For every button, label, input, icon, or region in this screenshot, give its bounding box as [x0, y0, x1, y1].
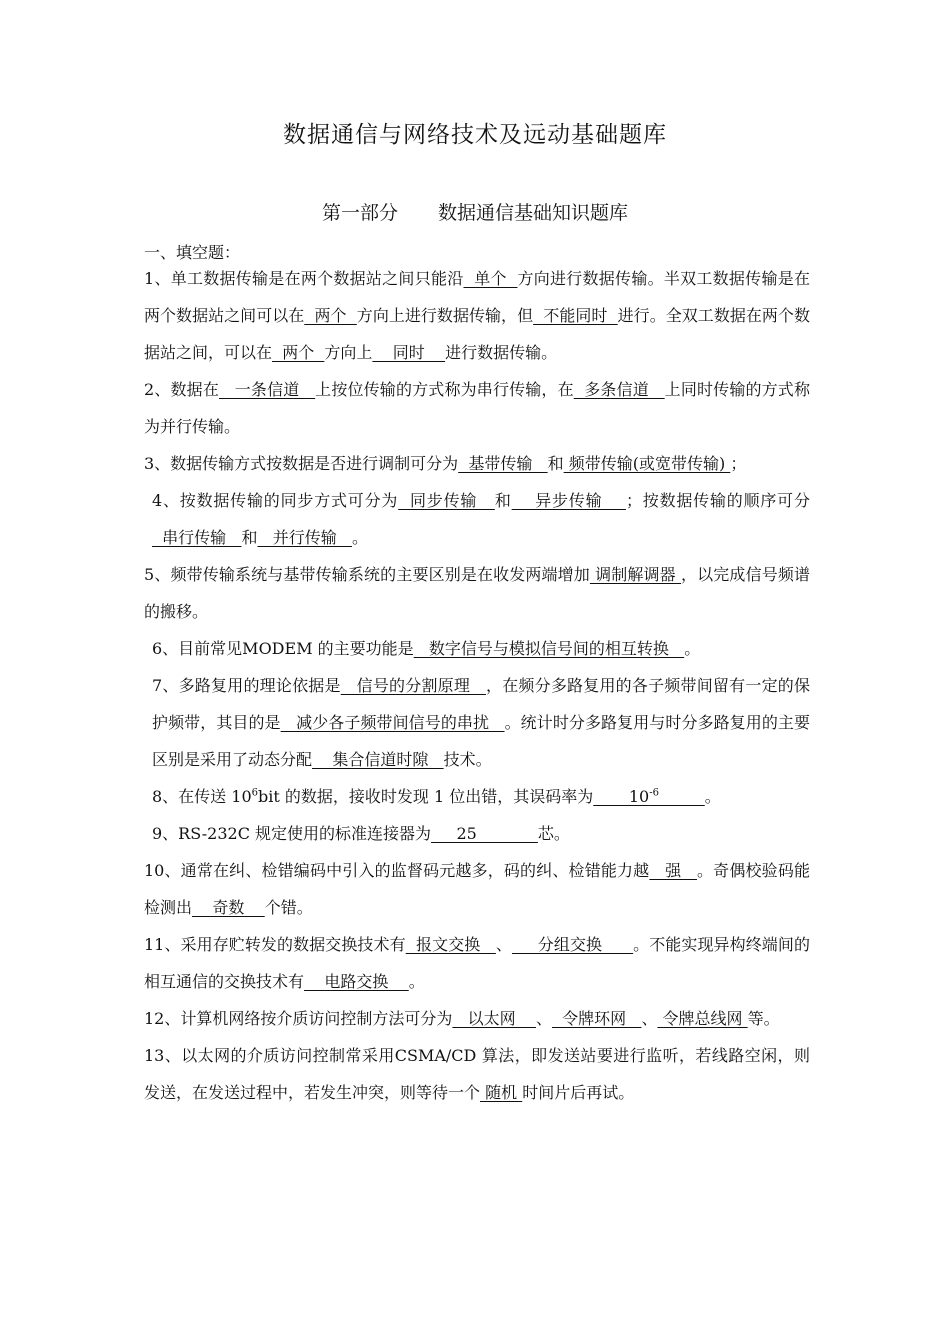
- question-list: [144, 260, 810, 1111]
- question-text: 。: [351, 528, 368, 547]
- question-12: [144, 1000, 810, 1037]
- question-text: 10: [593, 787, 650, 806]
- question-text: -6: [649, 787, 659, 799]
- question-text: 、: [641, 1009, 658, 1028]
- part-name: 数据通信基础知识题库: [438, 202, 629, 224]
- question-text: 上按位传输的方式称为串行传输，在: [315, 380, 574, 399]
- part-heading: [0, 198, 950, 225]
- answer-blank: 两个: [304, 306, 357, 325]
- question-text: 13、以太网的介质访问控制常采用CSMA/CD 算法，即发送站要进行监听，若线路空闲，则发送，在发送过程中，若发生冲突，则等待一个: [144, 1046, 810, 1102]
- question-text: 方向上: [324, 343, 373, 362]
- question-4: [144, 482, 810, 556]
- question-text: 6: [251, 787, 259, 799]
- answer-blank: 信号的分割原理: [340, 676, 486, 695]
- question-text: 5、频带传输系统与基带传输系统的主要区别是在收发两端增加: [144, 565, 590, 584]
- answer-blank: 随机: [480, 1083, 523, 1102]
- question-8: [144, 778, 810, 815]
- answer-blank: 数字信号与模拟信号间的相互转换: [413, 639, 685, 658]
- question-text: 。奇偶校验码能检测出: [144, 861, 810, 917]
- question-text: 3、数据传输方式按数据是否进行调制可分为: [144, 454, 459, 473]
- answer-blank: 并行传输: [257, 528, 352, 547]
- question-text: 、: [535, 1009, 552, 1028]
- question-text: 。: [684, 639, 701, 658]
- question-text: ，以完成信号频谱的搬移。: [144, 565, 810, 621]
- question-2: [144, 371, 810, 445]
- document-title: 数据通信与网络技术及远动基础题库: [283, 122, 667, 148]
- answer-blank: 集合信道时隙: [312, 750, 444, 769]
- question-13: [144, 1037, 810, 1111]
- question-text: 8、在传送 10: [152, 787, 252, 806]
- question-text: 。不能实现异构终端间的相互通信的交换技术有: [144, 935, 810, 991]
- answer-blank: 不能同时: [533, 306, 618, 325]
- answer-blank: [593, 787, 705, 806]
- question-text: 。统计时分多路复用与时分多路复用的主要区别是采用了动态分配: [152, 713, 810, 769]
- question-text: 6、目前常见MODEM 的主要功能是: [152, 639, 414, 658]
- question-text: 个错。: [264, 898, 313, 917]
- question-5: [144, 556, 810, 630]
- question-text: ；: [730, 454, 747, 473]
- question-text: 11、采用存贮转发的数据交换技术有: [144, 935, 406, 954]
- question-text: [659, 787, 705, 806]
- answer-blank: 报文交换: [405, 935, 496, 954]
- answer-blank: 多条信道: [573, 380, 665, 399]
- question-text: 7、多路复用的理论依据是: [152, 676, 341, 695]
- answer-blank: 电路交换: [304, 972, 409, 991]
- question-text: 。: [408, 972, 425, 991]
- question-text: 和: [547, 454, 564, 473]
- answer-blank: 同时: [372, 343, 446, 362]
- question-text: 1、单工数据传输是在两个数据站之间只能沿: [144, 269, 464, 288]
- answer-blank: 以太网: [452, 1009, 536, 1028]
- answer-blank: 基带传输: [458, 454, 548, 473]
- question-3: [144, 445, 810, 482]
- question-text: 和: [241, 528, 258, 547]
- question-text: 。: [704, 787, 721, 806]
- question-text: ，在频分多路复用的各子频带间留有一定的保护频带，其目的是: [152, 676, 810, 732]
- answer-blank: 单个: [463, 269, 518, 288]
- section-heading: 一、填空题：: [144, 243, 241, 262]
- question-10: [144, 852, 810, 926]
- question-text: bit 的数据，接收时发现 1 位出错，其误码率为: [258, 787, 594, 806]
- question-text: 12、计算机网络按介质访问控制方法可分为: [144, 1009, 453, 1028]
- answer-blank: 25: [431, 824, 538, 843]
- question-text: 、: [495, 935, 512, 954]
- question-text: 芯。: [537, 824, 570, 843]
- question-text: ；按数据传输的顺序可分: [625, 491, 810, 510]
- question-text: 9、RS-232C 规定使用的标准连接器为: [152, 824, 432, 843]
- question-text: 技术。: [443, 750, 492, 769]
- answer-blank: 减少各子频带间信号的串扰: [280, 713, 505, 732]
- answer-blank: 串行传输: [152, 528, 242, 547]
- question-text: 进行数据传输。: [445, 343, 558, 362]
- question-text: 方向上进行数据传输，但: [356, 306, 534, 325]
- question-11: [144, 926, 810, 1000]
- question-9: [144, 815, 810, 852]
- answer-blank: 令牌总线网: [657, 1009, 748, 1028]
- answer-blank: 同步传输: [398, 491, 495, 510]
- question-text: 进行。全双工数据在两个数据站之间，可以在: [144, 306, 810, 362]
- answer-blank: 奇数: [192, 898, 265, 917]
- question-text: 时间片后再试。: [522, 1083, 635, 1102]
- question-text: 和: [494, 491, 512, 510]
- question-text: 2、数据在: [144, 380, 219, 399]
- answer-blank: 频带传输(或宽带传输): [563, 454, 731, 473]
- question-text: 4、按数据传输的同步方式可分为: [152, 491, 399, 510]
- answer-blank: 调制解调器: [589, 565, 682, 584]
- question-text: 10、通常在纠、检错编码中引入的监督码元越多，码的纠、检错能力越: [144, 861, 650, 880]
- answer-blank: 一条信道: [219, 380, 316, 399]
- question-6: [144, 630, 810, 667]
- answer-blank: 强: [649, 861, 698, 880]
- answer-blank: 两个: [272, 343, 325, 362]
- question-1: [144, 260, 810, 371]
- part-label: 第一部分: [321, 202, 398, 224]
- answer-blank: 分组交换: [511, 935, 634, 954]
- question-text: 方向进行数据传输。半双工数据传输是在两个数据站之间可以在: [144, 269, 810, 325]
- answer-blank: 异步传输: [511, 491, 626, 510]
- answer-blank: 令牌环网: [552, 1009, 642, 1028]
- question-text: 等。: [747, 1009, 780, 1028]
- question-text: 上同时传输的方式称为并行传输。: [144, 380, 810, 436]
- question-7: [144, 667, 810, 778]
